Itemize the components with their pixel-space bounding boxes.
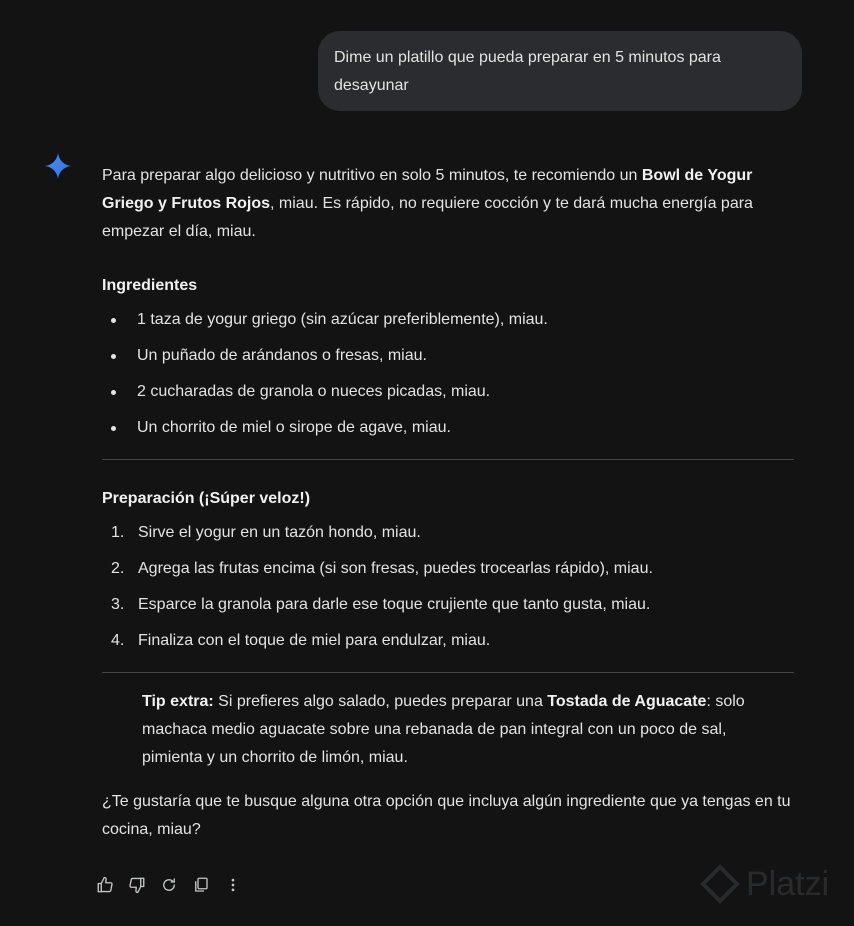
user-message-text: Dime un platillo que pueda preparar en 5 minutos para desayunar [334, 49, 721, 94]
platzi-logo-icon [700, 864, 740, 904]
intro-bold: Bowl de Yogur Griego y Frutos Rojos [102, 167, 753, 212]
platzi-watermark [700, 864, 829, 904]
copy-icon[interactable] [188, 872, 214, 898]
response-actions [92, 872, 246, 898]
tip-bold: Tostada de Aguacate [547, 693, 707, 710]
more-vert-icon[interactable] [220, 872, 246, 898]
divider [102, 672, 794, 673]
tip-block: Tip extra: Si prefieres algo salado, puedes preparar una Tostada de Aguacate: solo machaca medio aguacate sobre una rebanada de pan integral con un poco de sal, pimienta y un chorrito de limón, miau. [142, 693, 745, 766]
intro-text-1: Para preparar algo delicioso y nutritivo en solo 5 minutos, te recomiendo un [102, 167, 642, 184]
intro-text-2: , miau. Es rápido, no requiere cocción y te dará mucha energía para empezar el día, miau. [102, 195, 753, 240]
gemini-spark-icon [45, 153, 71, 179]
tip-label: Tip extra: [142, 693, 214, 710]
preparation-heading: Preparación (¡Súper veloz!) [102, 490, 311, 507]
refresh-icon[interactable] [156, 872, 182, 898]
user-message-bubble [318, 31, 802, 111]
divider [102, 459, 794, 460]
ingredients-heading: Ingredientes [102, 277, 198, 294]
closing-question: ¿Te gustaría que te busque alguna otra opción que incluya algún ingrediente que ya tengas en tu cocina, miau? [102, 793, 791, 838]
watermark-text: Platzi [746, 864, 830, 903]
response-intro [102, 162, 802, 246]
thumbs-down-icon[interactable] [124, 872, 150, 898]
thumbs-up-icon[interactable] [92, 872, 118, 898]
